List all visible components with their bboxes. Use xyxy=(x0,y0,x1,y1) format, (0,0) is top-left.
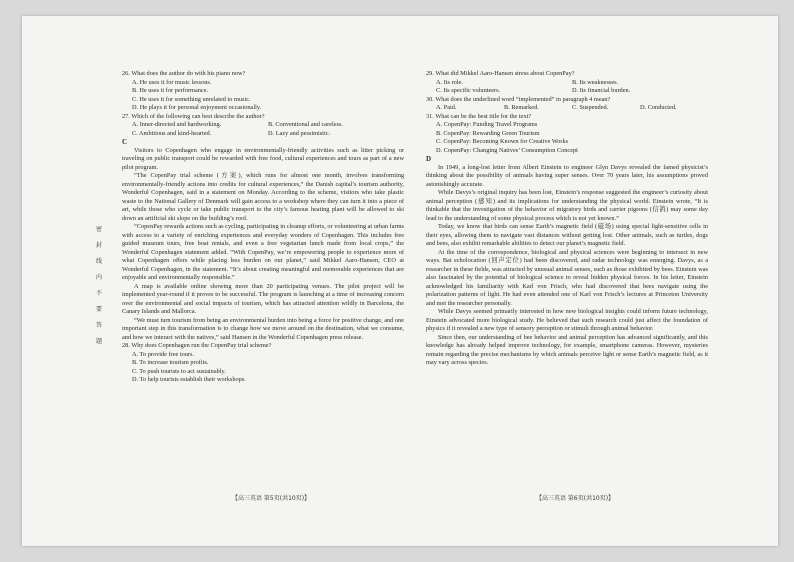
option: D. Lazy and pessimistic. xyxy=(268,129,331,137)
option: C. To push tourists to act sustainably. xyxy=(132,367,226,375)
question-27: 27. Which of the following can best describe the author? xyxy=(122,112,265,120)
question-28: 28. Why does Copenhagen run the CopenPay trial scheme? xyxy=(122,342,272,349)
margin-char: 封 xyxy=(96,242,103,249)
passage-paragraph: “We must turn tourism from being an environmental burden into being a force for positive change, and one important step in this transformation is to change how we move around on the destination, what we consume, and how we interact with the natives,” said Hansen in the Wonderful Copenhagen press release. xyxy=(122,316,404,341)
option: C. Its specific volunteers. xyxy=(436,87,501,94)
margin-char: 密 xyxy=(96,226,103,233)
margin-char: 内 xyxy=(96,274,103,281)
option: B. CopenPay: Rewarding Green Tourism xyxy=(436,129,540,137)
option: A. CopenPay: Funding Travel Programs xyxy=(436,121,538,128)
option: A. Its role. xyxy=(436,78,463,86)
passage-paragraph: While Davys’s original inquiry has been lost, Einstein’s response suggested the engineer’s curiosity about animal perception (感知) and its implications for understanding the physical world. Einstein wrote, “It is thinkable that the investigation of the behavior of migratory birds and carrier pigeons (信鸽) may some day lead to the understanding of some physical process which is not yet known.” xyxy=(426,189,708,222)
option: A. To provide free tours. xyxy=(132,350,195,358)
options-row xyxy=(426,79,708,88)
margin-char: 要 xyxy=(96,306,103,313)
option: C. CopenPay: Becoming Known for Creative Works xyxy=(436,138,569,145)
option: D. Its financial burden. xyxy=(572,87,631,94)
option: A. Paid. xyxy=(436,104,457,111)
passage-paragraph: At the time of the correspondence, biological and physical sciences were beginning to intersect in new ways. Bat echolocation (回声定位) had been discovered, and radar technology was emerging. Davys, as a researcher in these fields, was attracted by unusual animal senses, such as those exhibited by bees. Einstein was also fascinated by the potential of biological science to reveal hidden physical forces. In his letter, Einstein acknowledged his familiarity with Karl von Frisch, who had discovered that bees navigate using the polarization patterns of light. He had even attended one of Karl von Frisch’s lectures at Princeton University and met the researcher personally. xyxy=(426,248,708,307)
option: D. To help tourists establish their workshops. xyxy=(132,376,246,383)
option: B. Conventional and careless. xyxy=(268,121,344,128)
option: A. He uses it for music lessons. xyxy=(132,78,212,86)
passage-paragraph: Since then, our understanding of bee behavior and animal perception has advanced significantly, and this knowledge has already helped improve technology, for example, smartphone cameras. However, mysteries remain regarding the precise mechanisms by which animals perceive light or sense Earth’s magnetic field, as it may vary across species. xyxy=(426,333,708,366)
margin-char: 答 xyxy=(96,322,103,329)
margin-char: 线 xyxy=(96,258,103,265)
option: B. Its weaknesses. xyxy=(572,78,619,86)
left-column xyxy=(122,70,404,385)
page-footer-right: 【高三英语 第6页(共10页)】 xyxy=(536,495,615,502)
options-row xyxy=(122,130,404,139)
passage-paragraph: While Davys seemed primarily interested in how new biological insights could inform future technology, Einstein advocated more biological study. He believed that such research could just affect the foundation of physics if it revealed a new type of sensory perception or stimuli through animal behavior. xyxy=(426,308,708,332)
option: D. Conducted. xyxy=(640,104,677,111)
section-heading: D xyxy=(426,155,432,163)
question-30: 30. What does the underlined word “implemented” in paragraph 4 mean? xyxy=(426,95,611,103)
section-heading: C xyxy=(122,138,128,146)
option: B. He uses it for performance. xyxy=(132,87,209,94)
passage-paragraph: In 1949, a long-lost letter from Albert Einstein to engineer Glyn Davys revealed the famed physicist’s thinking about the possibility of animals having super senses. Over 70 years later, his assumptions proved astonishingly accurate. xyxy=(426,163,708,188)
passage-paragraph: “The CopenPay trial scheme (方案), which runs for almost one month, involves transforming environmentally-friendly actions into credits for cultural experiences,” the Danish capital’s tourism authority, Wonderful Copenhagen, said in a statement on Monday. According to the scheme, visitors who take plastic waste to the National Gallery of Denmark will gain access to a workshop where they can turn it into a piece of art, while those who cycle or take public transport to the city’s famous heating plant will be allowed to ski down an artificial ski slope on the building’s roof. xyxy=(122,172,404,222)
option: A. Inner-directed and hardworking. xyxy=(132,121,222,128)
option: C. He uses it for something unrelated to music. xyxy=(132,95,251,103)
passage-paragraph: “CopenPay rewards actions such as cycling, participating in cleanup efforts, or volunteering at urban farms with access to a variety of enriching experiences and everyday wonders of Copenhagen. This includes free guided museum tours, free boat rentals, and even a free vegetarian lunch made from local crops,” the Wonderful Copenhagen statement added. “With CopenPay, we’re empowering people to experience more of what Copenhagen offers while placing less burden on our planet,” said Mikkel Aaro-Hansen, CEO at Wonderful Copenhagen, in the statement. “It’s about creating meaningful and memorable experiences that are enjoyable and environmentally responsible.” xyxy=(122,223,404,281)
passage-paragraph: Visitors to Copenhagen who engage in environmentally-friendly activities such as litter picking or traveling on public transport could be rewarded with free food, cultural experiences and tours as part of a new pilot program. xyxy=(122,146,404,171)
margin-char: 题 xyxy=(96,338,103,345)
options-row xyxy=(426,87,708,96)
passage-paragraph: Today, we know that birds can sense Earth’s magnetic field (磁场) using special light-sensitive cells in their eyes, allowing them to navigate vast distances without getting lost. Other animals, such as turtles, dogs and bees, also exhibit remarkable abilities to detect our planet’s magnetic field. xyxy=(426,223,708,247)
option: D. CopenPay: Changing Natives’ Consumption Concept xyxy=(436,146,578,154)
question-31: 31. What can be the best title for the text? xyxy=(426,112,532,120)
option: C. Suspended. xyxy=(572,104,609,111)
option: C. Ambitious and kind-hearted. xyxy=(132,129,212,137)
margin-char: 不 xyxy=(96,290,103,297)
question-26: 26. What does the author do with his piano now? xyxy=(122,70,246,77)
option: D. He plays it for personal enjoyment occasionally. xyxy=(132,104,262,111)
options-row xyxy=(122,121,404,130)
page-footer-left: 【高三英语 第5页(共10页)】 xyxy=(232,495,311,502)
option: B. To increase tourism profits. xyxy=(132,359,209,366)
options-row xyxy=(426,104,708,113)
right-column xyxy=(426,70,708,368)
passage-paragraph: A map is available online showing more than 20 participating venues. The pilot project will be implemented year-round if it proves to be successful. The program is launching at a time of increasing concern over the environmental and social impacts of tourism, which has attracted attention wildly in Barcelona, the Canary Islands and Mallorca. xyxy=(122,282,404,315)
option: B. Remarked. xyxy=(504,104,539,111)
question-29: 29. What did Mikkel Aaro-Hansen stress about CopenPay? xyxy=(426,70,575,77)
